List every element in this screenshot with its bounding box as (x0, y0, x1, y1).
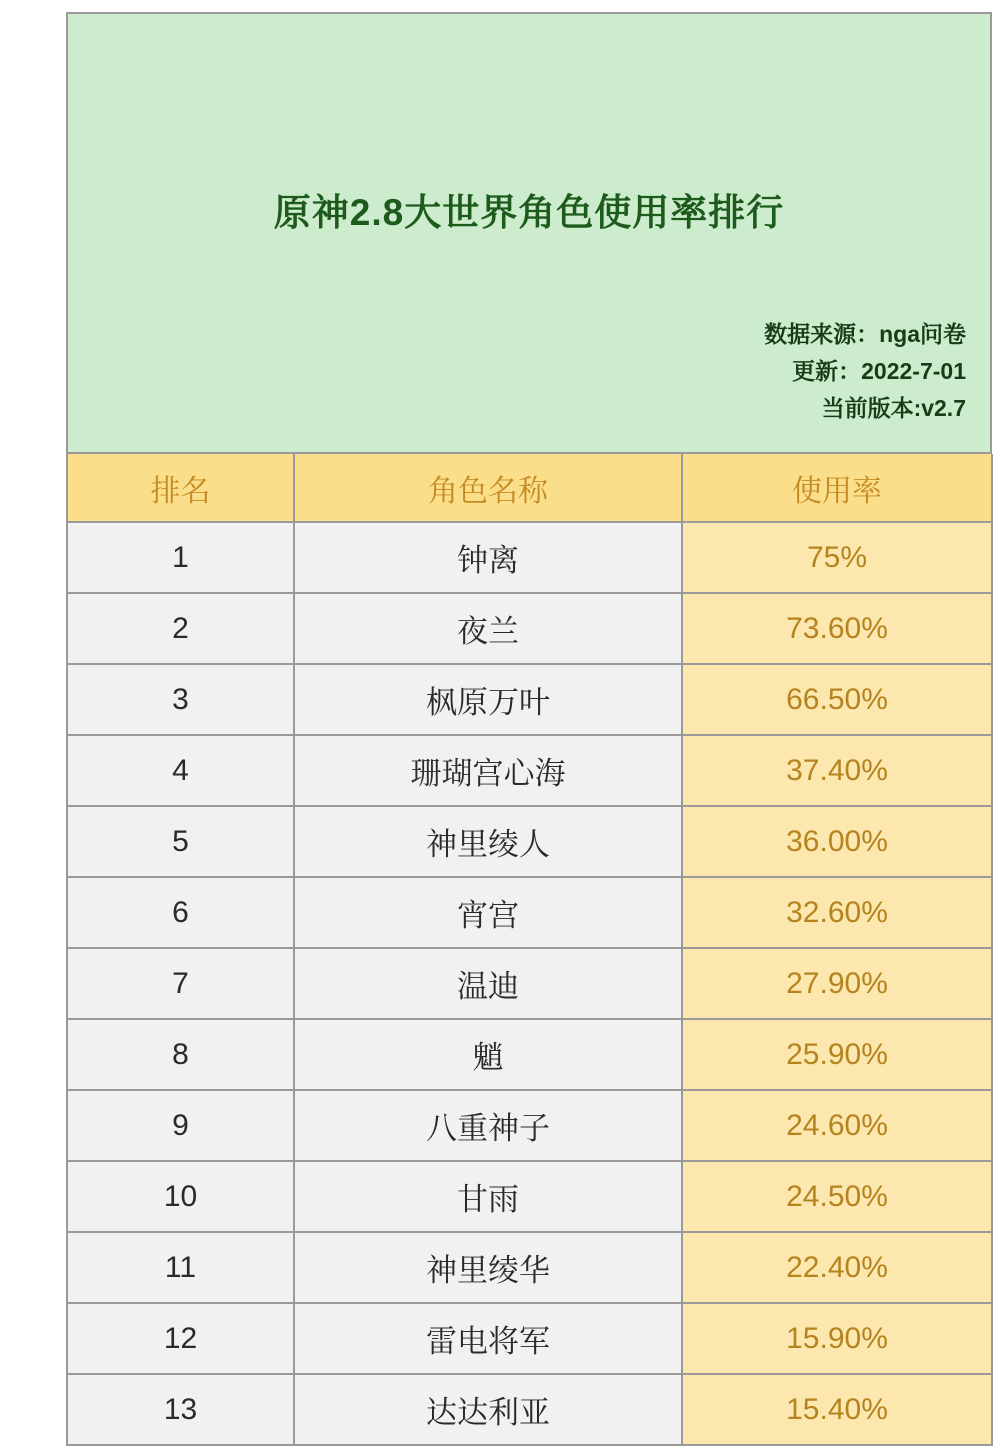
cell-rate: 66.50% (682, 664, 992, 735)
cell-rate: 75% (682, 522, 992, 593)
cell-rank: 4 (68, 735, 294, 806)
cell-name: 钟离 (294, 522, 682, 593)
header-block (68, 14, 992, 454)
meta-line-version: 当前版本:v2.7 (821, 395, 966, 421)
table-row (68, 1090, 992, 1161)
cell-rate: 22.40% (682, 1232, 992, 1303)
cell-rate: 37.40% (682, 735, 992, 806)
table-row (68, 1232, 992, 1303)
table-row (68, 1303, 992, 1374)
cell-rank: 10 (68, 1161, 294, 1232)
cell-rank: 1 (68, 522, 294, 593)
cell-rank: 8 (68, 1019, 294, 1090)
cell-rank: 12 (68, 1303, 294, 1374)
cell-rate: 24.60% (682, 1090, 992, 1161)
cell-name: 八重神子 (294, 1090, 682, 1161)
cell-rank: 5 (68, 806, 294, 877)
meta-line-source: 数据来源：nga问卷 (764, 321, 966, 347)
cell-rate: 25.90% (682, 1019, 992, 1090)
cell-name: 温迪 (294, 948, 682, 1019)
cell-rank: 3 (68, 664, 294, 735)
meta-line-updated: 更新：2022-7-01 (792, 358, 966, 384)
cell-name: 雷电将军 (294, 1303, 682, 1374)
column-header-rank: 排名 (68, 454, 294, 522)
cell-name: 甘雨 (294, 1161, 682, 1232)
table-row (68, 735, 992, 806)
cell-rank: 13 (68, 1374, 294, 1445)
cell-rate: 36.00% (682, 806, 992, 877)
cell-rate: 15.90% (682, 1303, 992, 1374)
cell-name: 珊瑚宫心海 (294, 735, 682, 806)
page-title: 原神2.8大世界角色使用率排行 (273, 192, 785, 233)
table-row (68, 948, 992, 1019)
cell-rank: 6 (68, 877, 294, 948)
table-row (68, 664, 992, 735)
cell-name: 神里绫人 (294, 806, 682, 877)
table-row (68, 593, 992, 664)
table-row (68, 1374, 992, 1445)
table-row (68, 1019, 992, 1090)
cell-rank: 11 (68, 1232, 294, 1303)
column-header-name: 角色名称 (294, 454, 682, 522)
cell-name: 魈 (294, 1019, 682, 1090)
cell-name: 达达利亚 (294, 1374, 682, 1445)
table-row (68, 806, 992, 877)
cell-name: 夜兰 (294, 593, 682, 664)
cell-name: 宵宫 (294, 877, 682, 948)
table-row (68, 877, 992, 948)
cell-rate: 15.40% (682, 1374, 992, 1445)
ranking-table (68, 454, 993, 1446)
table-header-row (68, 454, 992, 522)
cell-name: 枫原万叶 (294, 664, 682, 735)
table-row (68, 1161, 992, 1232)
cell-rank: 7 (68, 948, 294, 1019)
spreadsheet (66, 12, 992, 1446)
column-header-rate: 使用率 (682, 454, 992, 522)
cell-rate: 27.90% (682, 948, 992, 1019)
table-row (68, 522, 992, 593)
cell-rank: 2 (68, 593, 294, 664)
cell-rank: 9 (68, 1090, 294, 1161)
cell-name: 神里绫华 (294, 1232, 682, 1303)
source-meta (764, 316, 966, 427)
cell-rate: 24.50% (682, 1161, 992, 1232)
cell-rate: 32.60% (682, 877, 992, 948)
cell-rate: 73.60% (682, 593, 992, 664)
